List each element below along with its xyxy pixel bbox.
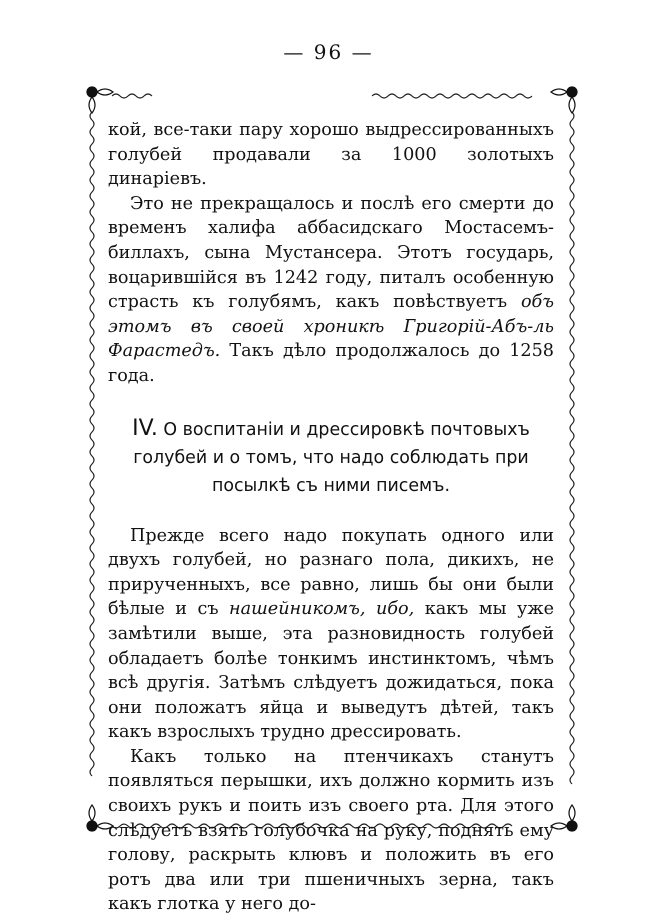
paragraph-selection-italic: нашейникомъ, ибо,	[229, 599, 415, 620]
corner-ornament-top-left	[87, 87, 113, 113]
top-border-line	[112, 94, 152, 98]
paragraph-continuation: кой, все-таки пару хорошо выдрессированныхъ голубей продавали за 1000 золотыхъ динаріевъ.	[108, 120, 554, 190]
section-title: О воспитаніи и дрессировкѣ почтовыхъ голубей и о томъ, что надо соблюдать при посылкѣ съ ними писемъ.	[133, 419, 530, 496]
paragraph-history	[108, 192, 554, 389]
page-body	[108, 118, 554, 917]
page-number: — 96 —	[283, 40, 374, 64]
section-heading	[108, 415, 554, 500]
paragraph-history-italic: объ этомъ въ своей хроникѣ Григорій-Абъ-ль Фарастедъ.	[108, 292, 554, 362]
right-border-line	[570, 112, 574, 784]
paragraph-selection	[108, 524, 554, 745]
corner-ornament-bottom-right	[551, 805, 577, 831]
paragraph-feeding: Какъ только на птенчикахъ станутъ появляться перышки, ихъ должно кормить изъ своихъ рукъ и поить изъ своего рта. Для этого слѣдуетъ взять голубочка на руку, поднять ему голову, раскрыть клювъ и положить въ его ротъ два или три пшеничныхъ зерна, такъ какъ глотка у него до-	[108, 746, 554, 915]
left-border-line	[90, 112, 94, 776]
paragraph-selection-text: Прежде всего надо покупать одного или двухъ голубей, но разнаго пола, дикихъ, не прирученныхъ, все равно, лишь бы они были бѣлые и съ	[108, 525, 554, 620]
corner-ornament-top-right	[551, 87, 577, 113]
paragraph-history-text: Это не прекращалось и послѣ его смерти до временъ халифа аббасидскаго Мостасемъ-биллахъ, сына Мустансера. Этотъ государь, воцарившійся въ 1242 году, питалъ особенную страсть къ голубямъ, какъ повѣствуетъ	[108, 193, 554, 313]
paragraph-selection-end: какъ мы уже замѣтили выше, эта разновидность голубей обладаетъ болѣе тонкимъ инстинктомъ, чѣмъ всѣ другія. Затѣмъ слѣдуетъ дожидаться, пока они положатъ яйца и выведутъ дѣтей, такъ какъ взрослыхъ трудно дрессировать.	[108, 599, 554, 743]
paragraph-history-end: Такъ дѣло продолжалось до 1258 года.	[108, 341, 554, 386]
section-number: IV.	[132, 415, 158, 441]
